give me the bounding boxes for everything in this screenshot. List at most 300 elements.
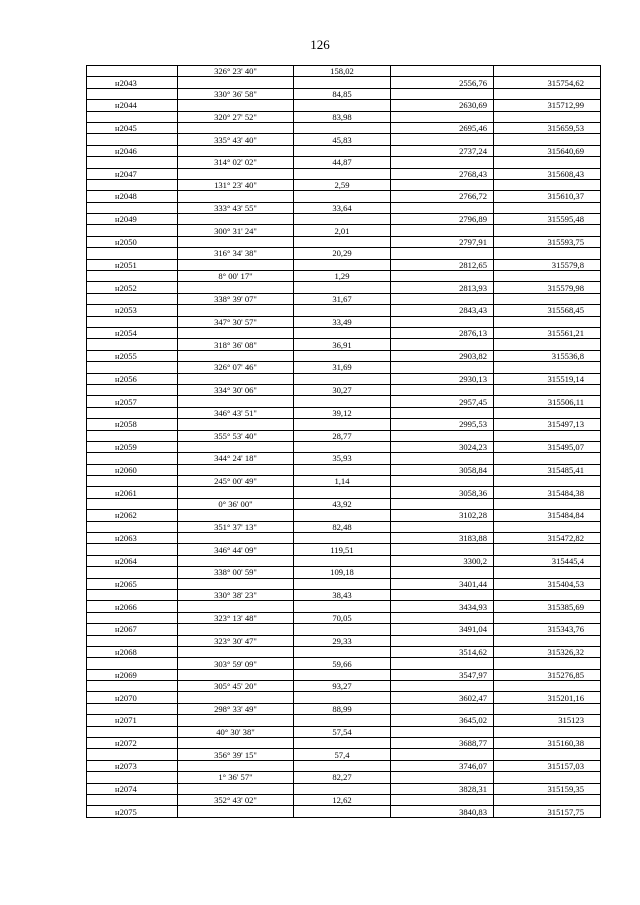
x-coordinate-cell: 2556,76	[391, 77, 494, 88]
y-coordinate-cell	[494, 407, 601, 418]
point-cell	[87, 384, 178, 395]
bearing-cell	[178, 396, 294, 407]
table-row	[87, 100, 601, 111]
y-coordinate-cell	[494, 248, 601, 259]
table-row	[87, 567, 601, 578]
bearing-cell	[178, 510, 294, 521]
distance-cell: 28,77	[294, 430, 391, 441]
table-row	[87, 77, 601, 88]
x-coordinate-cell	[391, 407, 494, 418]
distance-cell	[294, 646, 391, 657]
point-cell	[87, 66, 178, 77]
distance-cell: 30,27	[294, 384, 391, 395]
y-coordinate-cell	[494, 88, 601, 99]
bearing-cell: 338° 39' 07"	[178, 293, 294, 304]
y-coordinate-cell: 315561,21	[494, 327, 601, 338]
bearing-cell	[178, 646, 294, 657]
distance-cell	[294, 487, 391, 498]
point-cell: н2066	[87, 601, 178, 612]
bearing-cell: 303° 59' 09"	[178, 658, 294, 669]
point-cell: н2048	[87, 191, 178, 202]
distance-cell: 20,29	[294, 248, 391, 259]
bearing-cell	[178, 464, 294, 475]
y-coordinate-cell: 315484,84	[494, 510, 601, 521]
y-coordinate-cell: 315659,53	[494, 122, 601, 133]
table-row	[87, 168, 601, 179]
distance-cell: 59,66	[294, 658, 391, 669]
bearing-cell	[178, 373, 294, 384]
distance-cell: 1,29	[294, 271, 391, 282]
table-row	[87, 464, 601, 475]
point-cell: н2045	[87, 122, 178, 133]
bearing-cell: 298° 33' 49"	[178, 703, 294, 714]
bearing-cell: 0° 36' 00"	[178, 498, 294, 509]
page-number: 126	[310, 37, 330, 52]
table-row	[87, 681, 601, 692]
distance-cell: 36,91	[294, 339, 391, 350]
distance-cell	[294, 122, 391, 133]
x-coordinate-cell: 2766,72	[391, 191, 494, 202]
table-row	[87, 282, 601, 293]
distance-cell	[294, 77, 391, 88]
bearing-cell	[178, 350, 294, 361]
x-coordinate-cell: 3183,88	[391, 533, 494, 544]
table-row	[87, 384, 601, 395]
table-row	[87, 624, 601, 635]
distance-cell: 29,33	[294, 635, 391, 646]
point-cell: н2043	[87, 77, 178, 88]
table-row	[87, 350, 601, 361]
point-cell	[87, 339, 178, 350]
distance-cell: 31,67	[294, 293, 391, 304]
point-cell	[87, 179, 178, 190]
distance-cell	[294, 305, 391, 316]
distance-cell: 45,83	[294, 134, 391, 145]
y-coordinate-cell: 315276,85	[494, 669, 601, 680]
point-cell: н2063	[87, 533, 178, 544]
bearing-cell: 1° 36' 57"	[178, 772, 294, 783]
bearing-cell: 347° 30' 57"	[178, 316, 294, 327]
x-coordinate-cell	[391, 795, 494, 806]
x-coordinate-cell: 3514,62	[391, 646, 494, 657]
bearing-cell	[178, 100, 294, 111]
distance-cell: 12,62	[294, 795, 391, 806]
distance-cell: 39,12	[294, 407, 391, 418]
y-coordinate-cell	[494, 339, 601, 350]
bearing-cell: 356° 39' 15"	[178, 749, 294, 760]
point-cell	[87, 772, 178, 783]
bearing-cell: 318° 36' 08"	[178, 339, 294, 350]
point-cell: н2074	[87, 783, 178, 794]
y-coordinate-cell	[494, 726, 601, 737]
point-cell	[87, 430, 178, 441]
point-cell: н2057	[87, 396, 178, 407]
y-coordinate-cell	[494, 612, 601, 623]
x-coordinate-cell	[391, 567, 494, 578]
bearing-cell	[178, 555, 294, 566]
bearing-cell	[178, 419, 294, 430]
x-coordinate-cell: 2796,89	[391, 214, 494, 225]
x-coordinate-cell	[391, 179, 494, 190]
point-cell: н2068	[87, 646, 178, 657]
point-cell: н2061	[87, 487, 178, 498]
table-row	[87, 772, 601, 783]
y-coordinate-cell: 315495,07	[494, 441, 601, 452]
x-coordinate-cell	[391, 544, 494, 555]
y-coordinate-cell: 315754,62	[494, 77, 601, 88]
x-coordinate-cell: 3058,36	[391, 487, 494, 498]
point-cell	[87, 681, 178, 692]
bearing-cell: 334° 30' 06"	[178, 384, 294, 395]
point-cell: н2062	[87, 510, 178, 521]
table-row	[87, 601, 601, 612]
bearing-cell	[178, 145, 294, 156]
y-coordinate-cell: 315579,98	[494, 282, 601, 293]
y-coordinate-cell: 315640,69	[494, 145, 601, 156]
bearing-cell: 323° 30' 47"	[178, 635, 294, 646]
x-coordinate-cell	[391, 589, 494, 600]
table-row	[87, 703, 601, 714]
y-coordinate-cell	[494, 384, 601, 395]
table-row	[87, 88, 601, 99]
point-cell: н2054	[87, 327, 178, 338]
bearing-cell	[178, 533, 294, 544]
point-cell: н2047	[87, 168, 178, 179]
table-row	[87, 715, 601, 726]
point-cell: н2073	[87, 760, 178, 771]
table-row	[87, 396, 601, 407]
bearing-cell: 314° 02' 02"	[178, 157, 294, 168]
table-row	[87, 612, 601, 623]
y-coordinate-cell: 315506,11	[494, 396, 601, 407]
table-row	[87, 259, 601, 270]
table-row	[87, 122, 601, 133]
y-coordinate-cell: 315385,69	[494, 601, 601, 612]
bearing-cell: 40° 30' 38"	[178, 726, 294, 737]
y-coordinate-cell	[494, 453, 601, 464]
x-coordinate-cell	[391, 476, 494, 487]
table-row	[87, 738, 601, 749]
x-coordinate-cell: 3434,93	[391, 601, 494, 612]
x-coordinate-cell	[391, 772, 494, 783]
distance-cell: 57,54	[294, 726, 391, 737]
y-coordinate-cell	[494, 772, 601, 783]
x-coordinate-cell	[391, 658, 494, 669]
bearing-cell	[178, 327, 294, 338]
table-row	[87, 419, 601, 430]
point-cell: н2058	[87, 419, 178, 430]
point-cell: н2044	[87, 100, 178, 111]
distance-cell: 35,93	[294, 453, 391, 464]
table-row	[87, 271, 601, 282]
distance-cell	[294, 396, 391, 407]
bearing-cell	[178, 783, 294, 794]
y-coordinate-cell	[494, 589, 601, 600]
bearing-cell	[178, 738, 294, 749]
table-row	[87, 157, 601, 168]
x-coordinate-cell: 3688,77	[391, 738, 494, 749]
table-row	[87, 726, 601, 737]
y-coordinate-cell	[494, 498, 601, 509]
y-coordinate-cell: 315593,75	[494, 236, 601, 247]
distance-cell: 82,48	[294, 521, 391, 532]
y-coordinate-cell: 315608,43	[494, 168, 601, 179]
distance-cell	[294, 806, 391, 817]
bearing-cell: 335° 43' 40"	[178, 134, 294, 145]
bearing-cell: 338° 00' 59"	[178, 567, 294, 578]
x-coordinate-cell	[391, 498, 494, 509]
distance-cell	[294, 669, 391, 680]
table-row	[87, 179, 601, 190]
bearing-cell	[178, 214, 294, 225]
table-row	[87, 145, 601, 156]
point-cell	[87, 111, 178, 122]
x-coordinate-cell	[391, 430, 494, 441]
point-cell	[87, 658, 178, 669]
table-row	[87, 373, 601, 384]
x-coordinate-cell	[391, 225, 494, 236]
table-row	[87, 749, 601, 760]
bearing-cell	[178, 760, 294, 771]
x-coordinate-cell	[391, 362, 494, 373]
bearing-cell: 305° 45' 20"	[178, 681, 294, 692]
x-coordinate-cell: 2957,45	[391, 396, 494, 407]
table-row	[87, 407, 601, 418]
x-coordinate-cell	[391, 248, 494, 259]
bearing-cell	[178, 715, 294, 726]
table-row	[87, 441, 601, 452]
table-row	[87, 191, 601, 202]
bearing-cell: 316° 34' 38"	[178, 248, 294, 259]
y-coordinate-cell: 315712,99	[494, 100, 601, 111]
table-row	[87, 293, 601, 304]
y-coordinate-cell	[494, 157, 601, 168]
y-coordinate-cell	[494, 271, 601, 282]
x-coordinate-cell: 3547,97	[391, 669, 494, 680]
table-row	[87, 339, 601, 350]
bearing-cell	[178, 487, 294, 498]
table-row	[87, 316, 601, 327]
distance-cell	[294, 510, 391, 521]
point-cell	[87, 453, 178, 464]
distance-cell	[294, 601, 391, 612]
point-cell: н2075	[87, 806, 178, 817]
bearing-cell	[178, 191, 294, 202]
x-coordinate-cell	[391, 111, 494, 122]
y-coordinate-cell	[494, 134, 601, 145]
x-coordinate-cell	[391, 749, 494, 760]
table-row	[87, 806, 601, 817]
point-cell	[87, 795, 178, 806]
distance-cell	[294, 350, 391, 361]
x-coordinate-cell: 2876,13	[391, 327, 494, 338]
table-row	[87, 533, 601, 544]
distance-cell	[294, 783, 391, 794]
point-cell	[87, 271, 178, 282]
y-coordinate-cell: 315445,4	[494, 555, 601, 566]
x-coordinate-cell	[391, 384, 494, 395]
y-coordinate-cell	[494, 362, 601, 373]
y-coordinate-cell: 315160,38	[494, 738, 601, 749]
distance-cell	[294, 555, 391, 566]
point-cell	[87, 589, 178, 600]
distance-cell: 109,18	[294, 567, 391, 578]
table-row	[87, 236, 601, 247]
y-coordinate-cell: 315343,76	[494, 624, 601, 635]
y-coordinate-cell: 315157,75	[494, 806, 601, 817]
bearing-cell: 326° 07' 46"	[178, 362, 294, 373]
y-coordinate-cell: 315159,35	[494, 783, 601, 794]
table-row	[87, 248, 601, 259]
point-cell	[87, 476, 178, 487]
x-coordinate-cell	[391, 521, 494, 532]
distance-cell	[294, 738, 391, 749]
bearing-cell	[178, 305, 294, 316]
point-cell: н2046	[87, 145, 178, 156]
x-coordinate-cell: 2737,24	[391, 145, 494, 156]
distance-cell	[294, 441, 391, 452]
distance-cell	[294, 327, 391, 338]
y-coordinate-cell	[494, 111, 601, 122]
distance-cell	[294, 419, 391, 430]
bearing-cell	[178, 692, 294, 703]
distance-cell	[294, 624, 391, 635]
y-coordinate-cell	[494, 567, 601, 578]
point-cell: н2059	[87, 441, 178, 452]
x-coordinate-cell: 2797,91	[391, 236, 494, 247]
bearing-cell	[178, 441, 294, 452]
table-row	[87, 111, 601, 122]
table-row	[87, 578, 601, 589]
distance-cell: 43,92	[294, 498, 391, 509]
y-coordinate-cell: 315519,14	[494, 373, 601, 384]
point-cell	[87, 521, 178, 532]
y-coordinate-cell: 315123	[494, 715, 601, 726]
point-cell	[87, 88, 178, 99]
y-coordinate-cell	[494, 476, 601, 487]
point-cell: н2049	[87, 214, 178, 225]
bearing-cell	[178, 601, 294, 612]
distance-cell	[294, 214, 391, 225]
x-coordinate-cell: 2843,43	[391, 305, 494, 316]
table-row	[87, 635, 601, 646]
bearing-cell	[178, 669, 294, 680]
x-coordinate-cell: 2903,82	[391, 350, 494, 361]
x-coordinate-cell	[391, 88, 494, 99]
distance-cell	[294, 100, 391, 111]
y-coordinate-cell	[494, 681, 601, 692]
y-coordinate-cell	[494, 658, 601, 669]
table-row	[87, 760, 601, 771]
x-coordinate-cell: 3840,83	[391, 806, 494, 817]
x-coordinate-cell: 3491,04	[391, 624, 494, 635]
bearing-cell: 323° 13' 48"	[178, 612, 294, 623]
y-coordinate-cell	[494, 703, 601, 714]
distance-cell: 33,64	[294, 202, 391, 213]
distance-cell	[294, 191, 391, 202]
table-body	[87, 66, 601, 818]
point-cell	[87, 157, 178, 168]
x-coordinate-cell: 3058,84	[391, 464, 494, 475]
point-cell: н2050	[87, 236, 178, 247]
x-coordinate-cell	[391, 339, 494, 350]
bearing-cell: 333° 43' 55"	[178, 202, 294, 213]
table-row	[87, 327, 601, 338]
y-coordinate-cell	[494, 795, 601, 806]
point-cell: н2071	[87, 715, 178, 726]
table-row	[87, 202, 601, 213]
bearing-cell: 351° 37' 13"	[178, 521, 294, 532]
bearing-cell: 245° 00' 49"	[178, 476, 294, 487]
distance-cell	[294, 464, 391, 475]
y-coordinate-cell: 315568,45	[494, 305, 601, 316]
x-coordinate-cell	[391, 293, 494, 304]
y-coordinate-cell: 315484,38	[494, 487, 601, 498]
distance-cell	[294, 578, 391, 589]
y-coordinate-cell: 315326,32	[494, 646, 601, 657]
distance-cell: 2,01	[294, 225, 391, 236]
point-cell: н2051	[87, 259, 178, 270]
distance-cell: 119,51	[294, 544, 391, 555]
distance-cell: 88,99	[294, 703, 391, 714]
table-row	[87, 362, 601, 373]
y-coordinate-cell: 315536,8	[494, 350, 601, 361]
bearing-cell	[178, 259, 294, 270]
y-coordinate-cell: 315610,37	[494, 191, 601, 202]
distance-cell: 31,69	[294, 362, 391, 373]
table-row	[87, 134, 601, 145]
distance-cell	[294, 145, 391, 156]
point-cell: н2070	[87, 692, 178, 703]
y-coordinate-cell	[494, 430, 601, 441]
y-coordinate-cell: 315472,82	[494, 533, 601, 544]
x-coordinate-cell: 3024,23	[391, 441, 494, 452]
point-cell	[87, 407, 178, 418]
table-row	[87, 646, 601, 657]
bearing-cell: 8° 00' 17"	[178, 271, 294, 282]
point-cell: н2056	[87, 373, 178, 384]
y-coordinate-cell	[494, 635, 601, 646]
table-row	[87, 658, 601, 669]
distance-cell: 70,05	[294, 612, 391, 623]
point-cell	[87, 567, 178, 578]
bearing-cell: 131° 23' 40"	[178, 179, 294, 190]
x-coordinate-cell: 2630,69	[391, 100, 494, 111]
point-cell: н2069	[87, 669, 178, 680]
distance-cell: 44,87	[294, 157, 391, 168]
y-coordinate-cell	[494, 202, 601, 213]
bearing-cell: 330° 38' 23"	[178, 589, 294, 600]
x-coordinate-cell: 3401,44	[391, 578, 494, 589]
y-coordinate-cell: 315497,13	[494, 419, 601, 430]
distance-cell: 38,43	[294, 589, 391, 600]
table-row	[87, 510, 601, 521]
table-row	[87, 589, 601, 600]
table-row	[87, 214, 601, 225]
table-row	[87, 498, 601, 509]
bearing-cell: 326° 23' 40"	[178, 66, 294, 77]
y-coordinate-cell: 315595,48	[494, 214, 601, 225]
x-coordinate-cell	[391, 726, 494, 737]
y-coordinate-cell	[494, 521, 601, 532]
distance-cell	[294, 760, 391, 771]
distance-cell	[294, 533, 391, 544]
point-cell: н2060	[87, 464, 178, 475]
distance-cell: 84,85	[294, 88, 391, 99]
table-row	[87, 544, 601, 555]
y-coordinate-cell: 315485,41	[494, 464, 601, 475]
bearing-cell: 352° 43' 02"	[178, 795, 294, 806]
